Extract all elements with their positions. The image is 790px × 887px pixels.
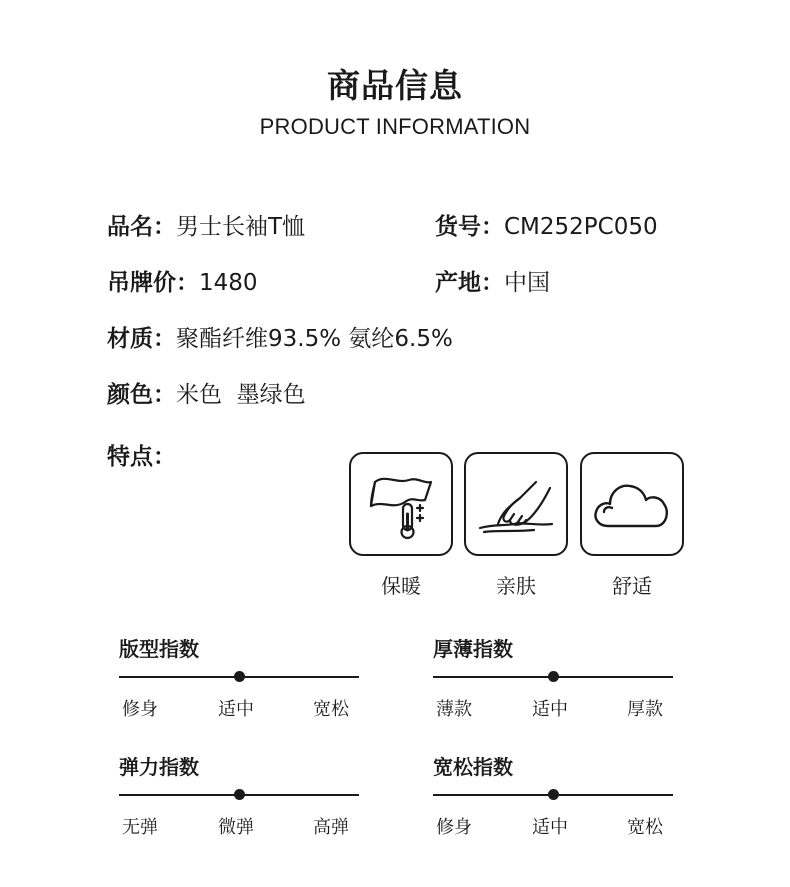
- info-name: [107, 208, 305, 241]
- info-material-value: 聚酯纤维93.5% 氨纶6.5%: [176, 326, 453, 352]
- hand-touch-fabric-icon: [474, 462, 558, 546]
- scale-elasticity-option-right: 高弹: [313, 817, 349, 838]
- page-title-en: PRODUCT INFORMATION: [259, 114, 531, 139]
- scale-fit-marker: [234, 671, 245, 682]
- info-price-label: 吊牌价：: [107, 270, 199, 296]
- info-material: [107, 320, 453, 353]
- scale-fit-option-left: 修身: [122, 699, 158, 720]
- scale-looseness-option-mid: 适中: [532, 817, 568, 838]
- scale-thickness-title: 厚薄指数: [433, 637, 513, 661]
- scale-fit-option-right: 宽松: [313, 699, 349, 720]
- feature-skin-box: [464, 452, 568, 556]
- info-sku-label: 货号：: [435, 214, 504, 240]
- scale-fit-title: 版型指数: [119, 637, 199, 661]
- info-color: [107, 376, 306, 409]
- feature-comfort-box: [580, 452, 684, 556]
- info-material-label: 材质：: [107, 326, 176, 352]
- scale-thickness-marker: [548, 671, 559, 682]
- info-color-label: 颜色：: [107, 382, 176, 408]
- scale-looseness-title: 宽松指数: [433, 755, 513, 779]
- cloud-icon: [590, 462, 674, 546]
- feature-warm-label: 保暖: [381, 574, 421, 598]
- scale-elasticity-marker: [234, 789, 245, 800]
- info-origin-label: 产地：: [435, 270, 504, 296]
- info-origin-value: 中国: [504, 270, 550, 296]
- scale-looseness-option-right: 宽松: [627, 817, 663, 838]
- scale-thickness-option-mid: 适中: [532, 699, 568, 720]
- scale-looseness-option-left: 修身: [436, 817, 472, 838]
- info-origin: [435, 264, 550, 297]
- scale-looseness-marker: [548, 789, 559, 800]
- scale-thickness-option-right: 厚款: [627, 699, 663, 720]
- feature-warm-box: [349, 452, 453, 556]
- info-name-label: 品名：: [107, 214, 176, 240]
- info-name-value: 男士长袖T恤: [176, 214, 306, 240]
- info-price-value: 1480: [199, 270, 258, 296]
- info-sku: [435, 208, 658, 241]
- scale-fit-option-mid: 适中: [218, 699, 254, 720]
- scale-elasticity-title: 弹力指数: [119, 755, 199, 779]
- scale-thickness-option-left: 薄款: [436, 699, 472, 720]
- scale-elasticity-option-mid: 微弹: [218, 817, 254, 838]
- info-features-label: [107, 438, 176, 471]
- feature-comfort-label: 舒适: [612, 574, 652, 598]
- feature-skin-label: 亲肤: [496, 574, 536, 598]
- features-label: 特点：: [107, 444, 176, 470]
- feature-comfort: [580, 452, 684, 599]
- info-price: [107, 264, 258, 297]
- feature-skin: [464, 452, 568, 599]
- info-color-value: 米色 墨绿色: [176, 382, 306, 408]
- feature-warm: [349, 452, 453, 599]
- warm-thermometer-icon: [359, 462, 443, 546]
- scale-elasticity-option-left: 无弹: [122, 817, 158, 838]
- info-sku-value: CM252PC050: [504, 214, 658, 240]
- page-title-cn: 商品信息: [327, 66, 463, 105]
